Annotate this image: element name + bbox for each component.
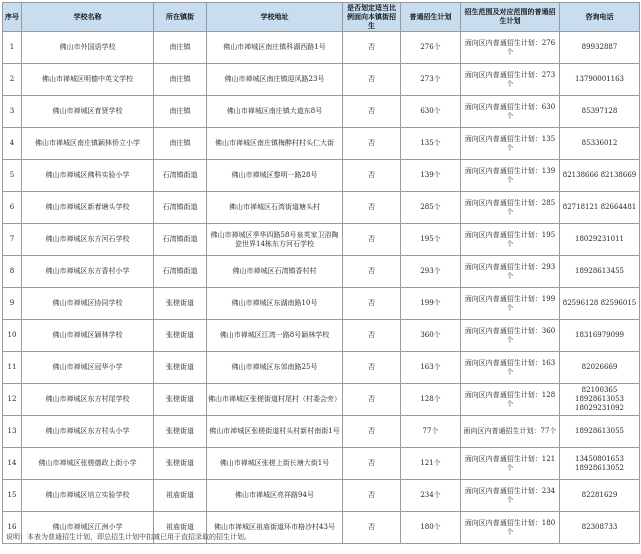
cell-col-local-ratio: 否: [343, 416, 401, 448]
cell-col-seq: 9: [3, 288, 22, 320]
cell-col-school-name: 佛山市禅城区东方村头小学: [22, 416, 154, 448]
cell-col-school-name: 佛山市禅城区佛科实验小学: [22, 160, 154, 192]
cell-col-address: 佛山市禅城区黎明一路28号: [207, 160, 343, 192]
cell-col-plan: 121个: [401, 448, 461, 480]
cell-col-school-name: 佛山市禅城区颖林学校: [22, 320, 154, 352]
cell-col-town: 南庄镇: [154, 32, 207, 64]
cell-col-address: 佛山市禅城区南庄镇科湖西路1号: [207, 32, 343, 64]
cell-col-plan: 276个: [401, 32, 461, 64]
header-row: [3, 3, 640, 32]
cell-col-plan: 139个: [401, 160, 461, 192]
cell-col-town: 张槎街道: [154, 416, 207, 448]
cell-col-local-ratio: 否: [343, 256, 401, 288]
cell-col-phone: 82718121 82664481: [560, 192, 640, 224]
cell-col-town: 张槎街道: [154, 352, 207, 384]
cell-col-local-ratio: 否: [343, 64, 401, 96]
cell-col-local-ratio: 否: [343, 320, 401, 352]
cell-col-range-plan: 面向区内普通招生计划：180个: [461, 512, 560, 544]
cell-col-phone: 18316979099: [560, 320, 640, 352]
cell-col-town: 张槎街道: [154, 288, 207, 320]
cell-col-town: 张槎街道: [154, 448, 207, 480]
cell-col-seq: 4: [3, 128, 22, 160]
cell-col-local-ratio: 否: [343, 128, 401, 160]
header-col-local-ratio: 是否划定适当比例面向本镇街招生: [343, 3, 401, 32]
cell-col-range-plan: 面向区内普通招生计划：77个: [461, 416, 560, 448]
cell-col-address: 佛山市禅城区南庄镇大道东8号: [207, 96, 343, 128]
cell-col-range-plan: 面向区内普通招生计划：273个: [461, 64, 560, 96]
cell-col-school-name: 佛山市禅城区东方香村小学: [22, 256, 154, 288]
table-body: [3, 32, 640, 544]
table-row: [3, 128, 640, 160]
table-row: [3, 480, 640, 512]
cell-col-plan: 199个: [401, 288, 461, 320]
cell-col-range-plan: 面向区内普通招生计划：128个: [461, 384, 560, 416]
cell-col-phone: 85397128: [560, 96, 640, 128]
cell-col-range-plan: 面向区内普通招生计划：121个: [461, 448, 560, 480]
cell-col-seq: 16: [3, 512, 22, 544]
cell-col-range-plan: 面向区内普通招生计划：630个: [461, 96, 560, 128]
cell-col-town: 石湾镇街道: [154, 192, 207, 224]
header-col-plan: 普通招生计划: [401, 3, 461, 32]
cell-col-local-ratio: 否: [343, 224, 401, 256]
cell-col-plan: 630个: [401, 96, 461, 128]
cell-col-local-ratio: 否: [343, 160, 401, 192]
cell-col-seq: 5: [3, 160, 22, 192]
cell-col-school-name: 佛山市禅城区冠华小学: [22, 352, 154, 384]
cell-col-address: 佛山市禅城区张槎街道村头村新村南街1号: [207, 416, 343, 448]
cell-col-seq: 10: [3, 320, 22, 352]
cell-col-local-ratio: 否: [343, 32, 401, 64]
cell-col-seq: 15: [3, 480, 22, 512]
cell-col-town: 祖庙街道: [154, 480, 207, 512]
table-row: [3, 160, 640, 192]
cell-col-address: 佛山市禅城区张槎街道村尾村（村委会旁）: [207, 384, 343, 416]
cell-col-plan: 293个: [401, 256, 461, 288]
cell-col-phone: 82100365 18928613053 18029231092: [560, 384, 640, 416]
header-col-school-name: 学校名称: [22, 3, 154, 32]
table-row: [3, 448, 640, 480]
cell-col-phone: 18928613055: [560, 416, 640, 448]
cell-col-school-name: 佛山市禅城区东方河石学校: [22, 224, 154, 256]
cell-col-range-plan: 面向区内普通招生计划：163个: [461, 352, 560, 384]
cell-col-plan: 360个: [401, 320, 461, 352]
footnote: 说明：本表为普通招生计划，即总招生计划中扣减已用于直招录取的招生计划。: [6, 533, 251, 541]
cell-col-school-name: 佛山市禅城区新着塘头学校: [22, 192, 154, 224]
header-col-range-plan: 招生范围及对应范围的普通招生计划: [461, 3, 560, 32]
cell-col-plan: 128个: [401, 384, 461, 416]
cell-col-school-name: 佛山市禅城区育贤学校: [22, 96, 154, 128]
cell-col-address: 佛山市禅城区石湾镇香村村: [207, 256, 343, 288]
cell-col-phone: 13790001163: [560, 64, 640, 96]
cell-col-seq: 13: [3, 416, 22, 448]
cell-col-local-ratio: 否: [343, 384, 401, 416]
cell-col-seq: 1: [3, 32, 22, 64]
cell-col-address: 佛山市禅城区石湾街道塘头村: [207, 192, 343, 224]
table-row: [3, 416, 640, 448]
cell-col-school-name: 佛山市外国语学校: [22, 32, 154, 64]
cell-col-plan: 285个: [401, 192, 461, 224]
cell-col-phone: 82026669: [560, 352, 640, 384]
cell-col-range-plan: 面向区内普通招生计划：139个: [461, 160, 560, 192]
cell-col-phone: 82308733: [560, 512, 640, 544]
cell-col-town: 南庄镇: [154, 64, 207, 96]
cell-col-address: 佛山市禅城区南庄镇迎风路23号: [207, 64, 343, 96]
cell-col-town: 张槎街道: [154, 384, 207, 416]
cell-col-plan: 180个: [401, 512, 461, 544]
header-col-town: 所在镇街: [154, 3, 207, 32]
cell-col-seq: 14: [3, 448, 22, 480]
cell-col-local-ratio: 否: [343, 192, 401, 224]
cell-col-school-name: 佛山市禅城区张槎德政上街小学: [22, 448, 154, 480]
cell-col-school-name: 佛山市禅城区明德中英文学校: [22, 64, 154, 96]
cell-col-town: 祖庙街道: [154, 512, 207, 544]
table-row: [3, 288, 640, 320]
table-row: [3, 384, 640, 416]
cell-col-range-plan: 面向区内普通招生计划：285个: [461, 192, 560, 224]
table-row: [3, 256, 640, 288]
cell-col-local-ratio: 否: [343, 512, 401, 544]
cell-col-school-name: 佛山市禅城区东方村尾学校: [22, 384, 154, 416]
table-row: [3, 320, 640, 352]
cell-col-plan: 234个: [401, 480, 461, 512]
cell-col-range-plan: 面向区内普通招生计划：234个: [461, 480, 560, 512]
cell-col-phone: 13450801653 18928613052: [560, 448, 640, 480]
header-col-phone: 咨询电话: [560, 3, 640, 32]
cell-col-school-name: 佛山市禅城区南庄镇颖林侨立小学: [22, 128, 154, 160]
cell-col-range-plan: 面向区内普通招生计划：135个: [461, 128, 560, 160]
cell-col-phone: 85336012: [560, 128, 640, 160]
cell-col-phone: 82138666 82138669: [560, 160, 640, 192]
cell-col-range-plan: 面向区内普通招生计划：360个: [461, 320, 560, 352]
cell-col-range-plan: 面向区内普通招生计划：276个: [461, 32, 560, 64]
cell-col-phone: 18029231011: [560, 224, 640, 256]
cell-col-address: 佛山市禅城区亮祥路94号: [207, 480, 343, 512]
cell-col-address: 佛山市禅城区东郊南路25号: [207, 352, 343, 384]
cell-col-seq: 2: [3, 64, 22, 96]
cell-col-address: 佛山市禅城区江湾一路8号颖林学校: [207, 320, 343, 352]
header-col-seq: 序号: [3, 3, 22, 32]
cell-col-plan: 195个: [401, 224, 461, 256]
header-col-address: 学校地址: [207, 3, 343, 32]
enrollment-table: [2, 2, 640, 544]
cell-col-phone: 18928613455: [560, 256, 640, 288]
cell-col-local-ratio: 否: [343, 352, 401, 384]
cell-col-town: 张槎街道: [154, 320, 207, 352]
cell-col-plan: 163个: [401, 352, 461, 384]
cell-col-seq: 12: [3, 384, 22, 416]
cell-col-seq: 3: [3, 96, 22, 128]
cell-col-town: 南庄镇: [154, 96, 207, 128]
cell-col-town: 石湾镇街道: [154, 160, 207, 192]
table-row: [3, 64, 640, 96]
cell-col-phone: 82596128 82596015: [560, 288, 640, 320]
cell-col-address: 佛山市禅城区季华四路58号泉英家卫浴陶瓷世界14栋东方河石学校: [207, 224, 343, 256]
cell-col-school-name: 佛山市禅城区江洲小学: [22, 512, 154, 544]
cell-col-address: 佛山市禅城区东湖南路10号: [207, 288, 343, 320]
cell-col-seq: 8: [3, 256, 22, 288]
cell-col-town: 石湾镇街道: [154, 224, 207, 256]
table-row: [3, 96, 640, 128]
cell-col-plan: 135个: [401, 128, 461, 160]
table-row: [3, 224, 640, 256]
cell-col-seq: 7: [3, 224, 22, 256]
cell-col-town: 南庄镇: [154, 128, 207, 160]
table-row: [3, 352, 640, 384]
table-header: [3, 3, 640, 32]
table-row: [3, 192, 640, 224]
cell-col-range-plan: 面向区内普通招生计划：195个: [461, 224, 560, 256]
cell-col-local-ratio: 否: [343, 480, 401, 512]
cell-col-phone: 89932887: [560, 32, 640, 64]
table-row: [3, 32, 640, 64]
cell-col-phone: 82281629: [560, 480, 640, 512]
cell-col-address: 佛山市禅城区南庄镇梅醉村村头仁大街: [207, 128, 343, 160]
cell-col-school-name: 佛山市禅城区协同学校: [22, 288, 154, 320]
cell-col-address: 佛山市禅城区祖庙街道环市格沙村43号: [207, 512, 343, 544]
cell-col-local-ratio: 否: [343, 96, 401, 128]
cell-col-seq: 11: [3, 352, 22, 384]
cell-col-plan: 77个: [401, 416, 461, 448]
cell-col-range-plan: 面向区内普通招生计划：199个: [461, 288, 560, 320]
cell-col-address: 佛山市禅城区张槎上街长塘大街1号: [207, 448, 343, 480]
cell-col-plan: 273个: [401, 64, 461, 96]
cell-col-local-ratio: 否: [343, 448, 401, 480]
cell-col-local-ratio: 否: [343, 288, 401, 320]
cell-col-town: 石湾镇街道: [154, 256, 207, 288]
cell-col-range-plan: 面向区内普通招生计划：293个: [461, 256, 560, 288]
cell-col-school-name: 佛山市禅城区培立实验学校: [22, 480, 154, 512]
cell-col-seq: 6: [3, 192, 22, 224]
